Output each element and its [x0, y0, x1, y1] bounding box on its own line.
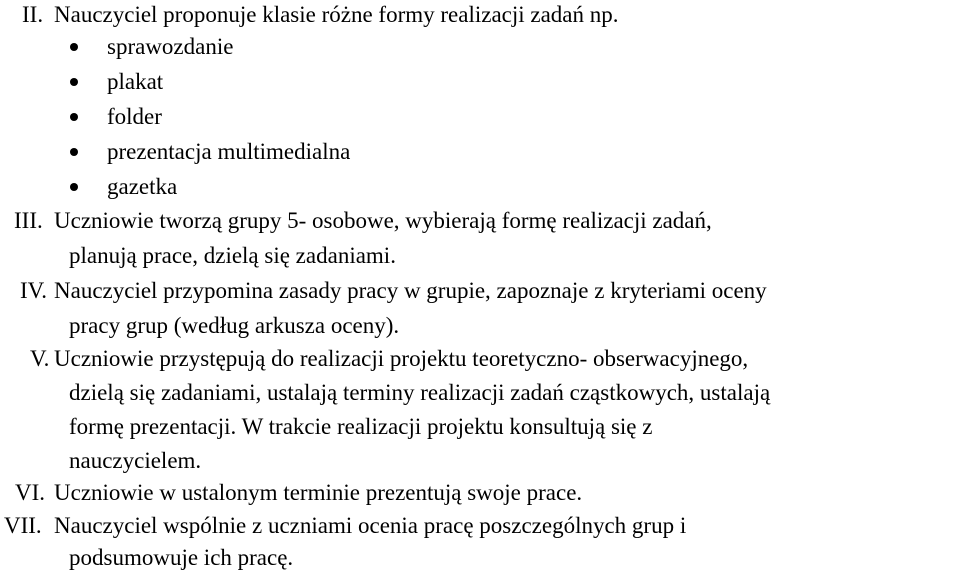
section-text-line: Nauczyciel przypomina zasady pracy w grupie, zapoznaje z kryteriami oceny	[54, 278, 767, 303]
section-text-line: Uczniowie tworzą grupy 5- osobowe, wybierają formę realizacji zadań,	[54, 208, 712, 233]
section-text-line: formę prezentacji. W trakcie realizacji projektu konsultują się z	[69, 414, 653, 439]
bullet-item: folder	[107, 104, 162, 129]
section-text-line: planują prace, dzielą się zadaniami.	[69, 243, 396, 268]
section-number: IV.	[20, 278, 48, 303]
section-number: III.	[14, 208, 43, 233]
section-text-line: dzielą się zadaniami, ustalają terminy realizacji zadań cząstkowych, ustalają	[69, 380, 771, 405]
section-number: II.	[22, 2, 44, 27]
section-number: VI.	[15, 480, 46, 505]
bullet-item: plakat	[107, 69, 164, 94]
section-text-line: Nauczyciel wspólnie z uczniami ocenia pracę poszczególnych grup i	[54, 513, 687, 538]
bullet-icon	[70, 78, 78, 86]
section-number: VII.	[4, 513, 42, 538]
section-text-line: podsumowuje ich pracę.	[69, 545, 294, 570]
section-text-line: nauczycielem.	[69, 448, 202, 473]
bullet-icon	[70, 113, 78, 121]
bullet-item: prezentacja multimedialna	[107, 139, 351, 164]
section-text-line: pracy grup (według arkusza oceny).	[69, 313, 400, 338]
section-number: V.	[30, 346, 50, 371]
section-text-line: Uczniowie przystępują do realizacji projektu teoretyczno- obserwacyjnego,	[54, 346, 749, 371]
bullet-icon	[70, 43, 78, 51]
bullet-item: sprawozdanie	[107, 34, 234, 59]
bullet-icon	[70, 183, 78, 191]
section-text-line: Uczniowie w ustalonym terminie prezentują swoje prace.	[54, 480, 583, 505]
bullet-item: gazetka	[107, 174, 178, 199]
section-text-line: Nauczyciel proponuje klasie różne formy realizacji zadań np.	[54, 2, 619, 27]
bullet-icon	[70, 148, 78, 156]
